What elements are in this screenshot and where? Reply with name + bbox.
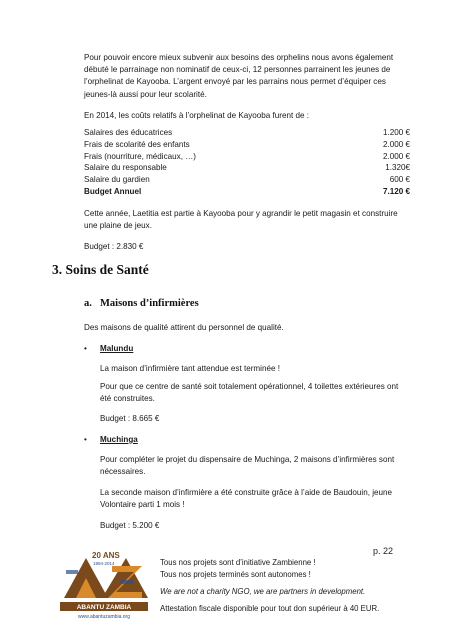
subsection-title [84,298,199,309]
costs-intro-paragraph: En 2014, les coûts relatifs à l’orphelinat de Kayooba furent de : [84,111,309,120]
cost-label: Salaire du responsable [84,163,167,173]
muchinga-label: Muchinga [100,435,138,444]
cost-total-value: 7.120 € [382,186,410,196]
bullet-muchinga [84,434,138,446]
bullet-malundu [84,343,133,355]
footer-tax-note: Attestation fiscale disponible pour tout don supérieur à 40 EUR. [160,604,380,613]
muchinga-paragraph-2: La seconde maison d’infirmière a été construite grâce à l’aide de Baudouin, jeune Volontaire parti 1 mois ! [100,488,393,510]
subsection-intro: Des maisons de qualité attirent du personnel de qualité. [84,323,284,332]
bullet-icon: • [84,435,87,444]
logo-url-text: www.abantuzambia.org [78,614,130,620]
logo-period-text: 1994-2014 [93,561,115,566]
subsection-number: a. [84,298,92,309]
malundu-paragraph-2: Pour que ce centre de santé soit totalement opérationnel, 4 toilettes extérieures ont été construites. [100,382,399,404]
cost-label: Frais de scolarité des enfants [84,139,190,149]
cost-value: 2.000 € [382,151,410,161]
cost-row [84,139,410,151]
cost-row [84,174,410,186]
cost-value: 2.000 € [382,139,410,149]
logo-name-text: ABANTU ZAMBIA [76,604,132,611]
costs-table [84,127,410,198]
cost-label: Salaire du gardien [84,175,150,185]
cost-value: 600 € [389,175,410,185]
malundu-label: Malundu [100,344,134,353]
cost-label: Frais (nourriture, médicaux, …) [84,151,196,161]
abantu-zambia-logo [56,546,152,622]
muchinga-paragraph-1: Pour compléter le projet du dispensaire de Muchinga, 2 maisons d’infirmières sont nécessaires. [100,455,395,477]
cost-total-label: Budget Annuel [84,186,142,196]
page-number: p. 22 [373,546,394,556]
cost-row [84,127,410,139]
bullet-icon: • [84,344,87,353]
playground-budget: Budget : 2.830 € [84,242,144,251]
footer-line-2: Tous nos projets terminés sont autonomes ! [160,570,311,579]
muchinga-budget: Budget : 5.200 € [100,521,160,530]
cost-label: Salaires des éducatrices [84,128,173,137]
logo-years-text: 20 ANS [92,551,120,560]
cost-value: 1.200 € [382,128,410,137]
cost-total-row [84,186,410,198]
orphan-sponsorship-paragraph: Pour pouvoir encore mieux subvenir aux besoins des orphelins nous avons également débuté le parrainage non nominatif de ceux-ci, 12 personnes parrainent les jeunes de l’orphelinat de Kayooba. L’argent envoyé par les parrains nous permet d’équiper ces jeunes-là aussi pour leur scolarité. [84,53,394,99]
playground-paragraph: Cette année, Laetitia est partie à Kayooba pour y agrandir le petit magasin et construire une plaine de jeux. [84,209,398,231]
footer-line-1: Tous nos projets sont d’initiative Zambienne ! [160,558,316,567]
abantu-logo-graphic [56,546,152,622]
cost-value: 1.320€ [385,163,410,173]
malundu-budget: Budget : 8.665 € [100,414,160,423]
cost-row [84,151,410,163]
malundu-paragraph-1: La maison d’infirmière tant attendue est terminée ! [100,364,280,373]
footer-tagline: We are not a charity NGO, we are partners in development. [160,587,366,596]
section-title: 3. Soins de Santé [52,262,149,277]
cost-row [84,162,410,174]
subsection-label: Maisons d’infirmières [100,298,199,309]
